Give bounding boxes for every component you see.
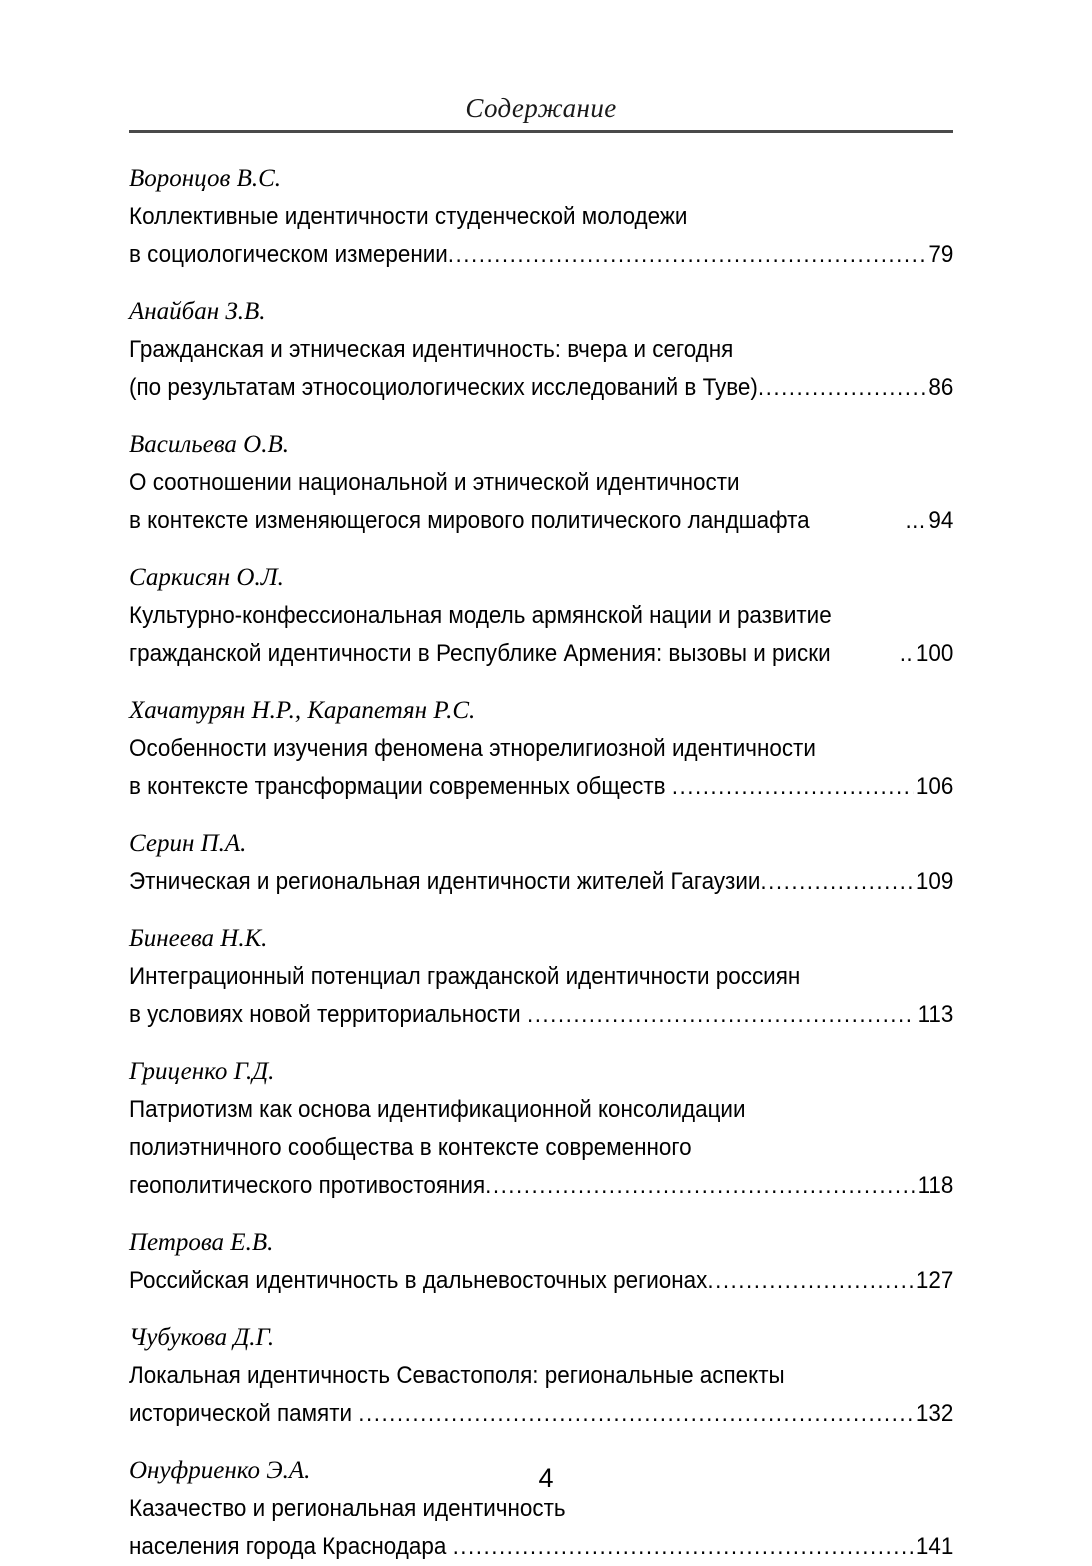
toc-entry-author: Серин П.А. bbox=[129, 830, 247, 857]
toc-title-text: населения города Краснодара bbox=[129, 1533, 453, 1560]
toc-title-line: Коллективные идентичности студенческой молодежи bbox=[129, 203, 688, 230]
toc-title-line: полиэтничного сообщества в контексте современного bbox=[129, 1134, 692, 1161]
toc-page-number: 132 bbox=[915, 1400, 954, 1427]
toc-title-line: Особенности изучения феномена этнорелигиозной идентичности bbox=[129, 735, 816, 762]
running-head: Содержание bbox=[465, 93, 617, 123]
toc-title-text: Этническая и региональная идентичности жителей Гагаузии bbox=[129, 868, 761, 895]
toc-entry-title bbox=[129, 331, 953, 407]
page-number-folio: 4 bbox=[538, 1463, 554, 1493]
toc-page-number: 79 bbox=[928, 241, 954, 268]
toc-entry-title bbox=[129, 464, 953, 540]
toc-title-line: Казачество и региональная идентичность bbox=[129, 1495, 566, 1522]
toc-title-line: О соотношении национальной и этнической идентичности bbox=[129, 469, 740, 496]
toc-entry-author: Воронцов В.С. bbox=[129, 165, 282, 192]
toc-dot-leader bbox=[358, 1395, 913, 1433]
toc-entry-title bbox=[129, 597, 953, 673]
toc-title-line: Гражданская и этническая идентичность: вчера и сегодня bbox=[129, 336, 734, 363]
header-divider-rule bbox=[129, 130, 953, 133]
toc-title-line-with-page bbox=[129, 768, 953, 806]
toc-title-line-with-page bbox=[129, 369, 953, 407]
toc-entry[interactable] bbox=[129, 293, 953, 407]
toc-title-line: Культурно-конфессиональная модель армянской нации и развитие bbox=[129, 602, 832, 629]
toc-entry[interactable] bbox=[129, 1224, 953, 1300]
toc-dot-leader bbox=[485, 1167, 915, 1205]
toc-title-text: в условиях новой территориальности bbox=[129, 1001, 527, 1028]
toc-entry[interactable] bbox=[129, 1053, 953, 1205]
toc-entry[interactable] bbox=[129, 692, 953, 806]
toc-dot-leader bbox=[672, 768, 913, 806]
table-of-contents bbox=[129, 160, 953, 1566]
toc-title-text: в социологическом измерении bbox=[129, 241, 448, 268]
toc-title-text: исторической памяти bbox=[129, 1400, 359, 1427]
toc-title-text: гражданской идентичности в Республике Армения: вызовы и риски bbox=[129, 640, 831, 667]
toc-title-line-with-page bbox=[129, 863, 953, 901]
toc-page-number: 94 bbox=[928, 507, 954, 534]
toc-title-line: Интеграционный потенциал гражданской идентичности россиян bbox=[129, 963, 801, 990]
toc-entry-author: Гриценко Г.Д. bbox=[129, 1058, 275, 1085]
toc-title-text: (по результатам этносоциологических исследований в Туве) bbox=[129, 374, 758, 401]
toc-dot-leader bbox=[758, 369, 926, 407]
toc-dot-leader: ... bbox=[905, 507, 926, 534]
toc-title-text: в контексте трансформации современных обществ bbox=[129, 773, 672, 800]
toc-title-line: Локальная идентичность Севастополя: региональные аспекты bbox=[129, 1362, 785, 1389]
toc-dot-leader bbox=[448, 236, 926, 274]
toc-title-line-with-page bbox=[129, 635, 953, 673]
toc-title-line-with-page bbox=[129, 1262, 953, 1300]
toc-entry-title bbox=[129, 1490, 953, 1566]
toc-entry[interactable] bbox=[129, 559, 953, 673]
toc-dot-leader: .. bbox=[899, 640, 914, 667]
toc-entry-author: Бинеева Н.К. bbox=[129, 925, 268, 952]
toc-entry-title bbox=[129, 1357, 953, 1433]
toc-entry[interactable] bbox=[129, 920, 953, 1034]
toc-page-number: 106 bbox=[915, 773, 954, 800]
toc-entry-author: Петрова Е.В. bbox=[129, 1229, 274, 1256]
toc-title-line-with-page bbox=[129, 502, 953, 540]
toc-entry-title bbox=[129, 863, 953, 901]
toc-title-line-with-page bbox=[129, 1528, 953, 1566]
toc-title-text: в контексте изменяющегося мирового политического ландшафта bbox=[129, 507, 810, 534]
toc-entry-author: Анайбан З.В. bbox=[129, 298, 266, 325]
toc-entry-title bbox=[129, 730, 953, 806]
toc-entry[interactable] bbox=[129, 825, 953, 901]
toc-title-line-with-page bbox=[129, 236, 953, 274]
toc-title-line-with-page bbox=[129, 1167, 953, 1205]
toc-entry-author: Чубукова Д.Г. bbox=[129, 1324, 275, 1351]
toc-dot-leader bbox=[760, 863, 913, 901]
toc-title-line-with-page bbox=[129, 996, 953, 1034]
toc-entry[interactable] bbox=[129, 1319, 953, 1433]
toc-dot-leader bbox=[453, 1528, 914, 1566]
toc-dot-leader bbox=[527, 996, 915, 1034]
toc-title-line-with-page bbox=[129, 1395, 953, 1433]
toc-page-number: 86 bbox=[928, 374, 954, 401]
toc-page-number: 141 bbox=[915, 1533, 954, 1560]
toc-entry-author: Васильева О.В. bbox=[129, 431, 289, 458]
toc-entry-title bbox=[129, 958, 953, 1034]
toc-entry-title bbox=[129, 1262, 953, 1300]
toc-page-number: 113 bbox=[917, 1001, 954, 1028]
toc-entry-title bbox=[129, 1091, 953, 1205]
toc-page-number: 109 bbox=[915, 868, 954, 895]
toc-entry-author: Хачатурян Н.Р., Карапетян Р.С. bbox=[129, 697, 476, 724]
toc-page-number: 127 bbox=[915, 1267, 954, 1294]
toc-dot-leader bbox=[707, 1262, 913, 1300]
toc-title-text: Российская идентичность в дальневосточных регионах bbox=[129, 1267, 708, 1294]
toc-entry[interactable] bbox=[129, 426, 953, 540]
toc-entry-author: Саркисян О.Л. bbox=[129, 564, 284, 591]
toc-entry-title bbox=[129, 198, 953, 274]
toc-title-line: Патриотизм как основа идентификационной консолидации bbox=[129, 1096, 746, 1123]
toc-entry-author: Онуфриенко Э.А. bbox=[129, 1457, 311, 1484]
toc-title-text: геополитического противостояния bbox=[129, 1172, 486, 1199]
toc-entry[interactable] bbox=[129, 160, 953, 274]
toc-page-number: 118 bbox=[917, 1172, 954, 1199]
toc-page-number: 100 bbox=[915, 640, 954, 667]
